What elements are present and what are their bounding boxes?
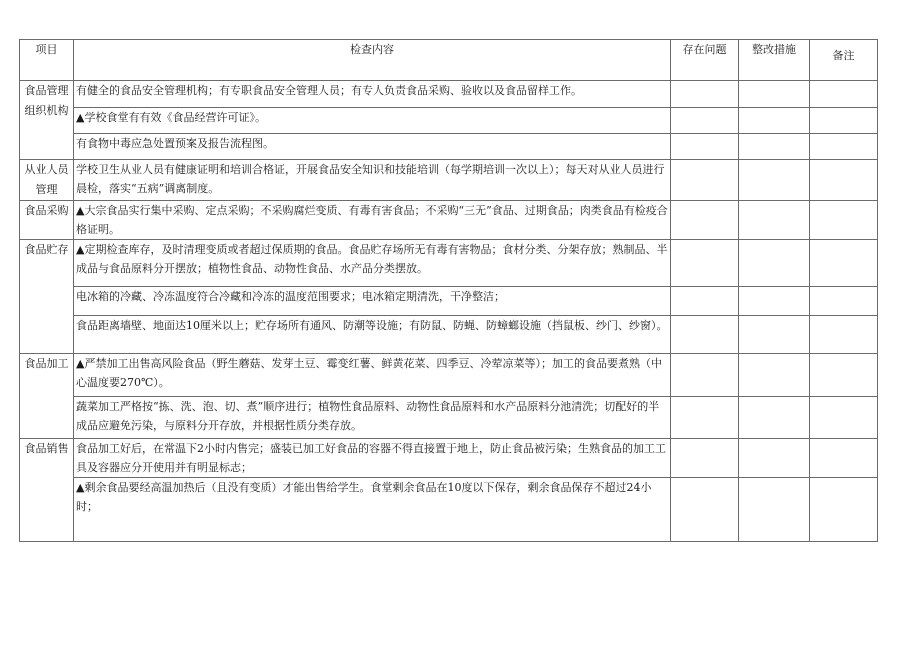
- table-row: [20, 108, 878, 134]
- issues-cell[interactable]: [671, 201, 739, 240]
- table-row: [20, 287, 878, 316]
- issues-cell[interactable]: [671, 316, 739, 354]
- category-cell: 食品销售: [20, 439, 74, 542]
- measures-cell[interactable]: [739, 108, 810, 134]
- content-cell: 蔬菜加工严格按“拣、洗、泡、切、煮”顺序进行；植物性食品原料、动物性食品原料和水产品原料分池清洗；切配好的半成品应避免污染，与原料分开存放，并根据性质分类存放。: [74, 397, 671, 439]
- remarks-cell[interactable]: [810, 287, 878, 316]
- content-cell: ▲剩余食品要经高温加热后（且没有变质）才能出售给学生。食堂剩余食品在10度以下保存，剩余食品保存不超过24小时；: [74, 478, 671, 542]
- issues-cell[interactable]: [671, 397, 739, 439]
- content-cell: 食品加工好后，在常温下2小时内售完；盛装已加工好食品的容器不得直接置于地上，防止食品被污染；生熟食品的加工工具及容器应分开使用并有明显标志；: [74, 439, 671, 478]
- content-cell: 电冰箱的冷藏、冷冻温度符合冷藏和冷冻的温度范围要求；电冰箱定期清洗，干净整洁；: [74, 287, 671, 316]
- header-item: 项目: [20, 40, 74, 81]
- content-cell: ▲定期检查库存，及时清理变质或者超过保质期的食品。食品贮存场所无有毒有害物品；食材分类、分架存放；熟制品、半成品与食品原料分开摆放；植物性食品、动物性食品、水产品分类摆放。: [74, 240, 671, 287]
- table-row: [20, 81, 878, 108]
- remarks-cell[interactable]: [810, 316, 878, 354]
- remarks-cell[interactable]: [810, 108, 878, 134]
- issues-cell[interactable]: [671, 108, 739, 134]
- table-row: [20, 478, 878, 542]
- content-cell: ▲大宗食品实行集中采购、定点采购；不采购腐烂变质、有毒有害食品；不采购“三无”食品、过期食品；肉类食品有检疫合格证明。: [74, 201, 671, 240]
- header-measures: 整改措施: [739, 40, 810, 81]
- header-issues: 存在问题: [671, 40, 739, 81]
- category-cell: 食品贮存: [20, 240, 74, 354]
- remarks-cell[interactable]: [810, 240, 878, 287]
- category-cell: 从业人员管理: [20, 160, 74, 201]
- content-cell: 食品距离墙壁、地面达10厘米以上；贮存场所有通风、防潮等设施；有防鼠、防蝇、防蟑螂设施（挡鼠板、纱门、纱窗）。: [74, 316, 671, 354]
- table-row: [20, 201, 878, 240]
- measures-cell[interactable]: [739, 81, 810, 108]
- category-cell: 食品加工: [20, 354, 74, 439]
- measures-cell[interactable]: [739, 397, 810, 439]
- table-row: [20, 134, 878, 160]
- content-cell: ▲严禁加工出售高风险食品（野生蘑菇、发芽土豆、霉变红薯、鲜黄花菜、四季豆、冷荤凉菜等）；加工的食品要煮熟（中心温度要270℃）。: [74, 354, 671, 397]
- remarks-cell[interactable]: [810, 160, 878, 201]
- remarks-cell[interactable]: [810, 134, 878, 160]
- table-row: [20, 397, 878, 439]
- header-row: [20, 40, 878, 81]
- table-row: [20, 240, 878, 287]
- content-cell: ▲学校食堂有有效《食品经营许可证》。: [74, 108, 671, 134]
- table-row: [20, 439, 878, 478]
- issues-cell[interactable]: [671, 240, 739, 287]
- measures-cell[interactable]: [739, 240, 810, 287]
- content-cell: 有食物中毒应急处置预案及报告流程图。: [74, 134, 671, 160]
- issues-cell[interactable]: [671, 354, 739, 397]
- issues-cell[interactable]: [671, 134, 739, 160]
- measures-cell[interactable]: [739, 134, 810, 160]
- remarks-cell[interactable]: [810, 81, 878, 108]
- issues-cell[interactable]: [671, 478, 739, 542]
- remarks-cell[interactable]: [810, 439, 878, 478]
- inspection-table: [19, 39, 878, 542]
- measures-cell[interactable]: [739, 287, 810, 316]
- category-cell: 食品管理组织机构: [20, 81, 74, 160]
- header-remarks: 备注: [810, 40, 878, 81]
- issues-cell[interactable]: [671, 160, 739, 201]
- issues-cell[interactable]: [671, 81, 739, 108]
- remarks-cell[interactable]: [810, 354, 878, 397]
- issues-cell[interactable]: [671, 287, 739, 316]
- table-row: [20, 316, 878, 354]
- issues-cell[interactable]: [671, 439, 739, 478]
- remarks-cell[interactable]: [810, 397, 878, 439]
- remarks-cell[interactable]: [810, 201, 878, 240]
- content-cell: 有健全的食品安全管理机构；有专职食品安全管理人员；有专人负责食品采购、验收以及食品留样工作。: [74, 81, 671, 108]
- table-row: [20, 160, 878, 201]
- measures-cell[interactable]: [739, 316, 810, 354]
- remarks-cell[interactable]: [810, 478, 878, 542]
- measures-cell[interactable]: [739, 439, 810, 478]
- measures-cell[interactable]: [739, 160, 810, 201]
- category-cell: 食品采购: [20, 201, 74, 240]
- header-content: 检查内容: [74, 40, 671, 81]
- measures-cell[interactable]: [739, 478, 810, 542]
- table-row: [20, 354, 878, 397]
- measures-cell[interactable]: [739, 201, 810, 240]
- content-cell: 学校卫生从业人员有健康证明和培训合格证，开展食品安全知识和技能培训（每学期培训一次以上）；每天对从业人员进行晨检，落实“五病”调离制度。: [74, 160, 671, 201]
- measures-cell[interactable]: [739, 354, 810, 397]
